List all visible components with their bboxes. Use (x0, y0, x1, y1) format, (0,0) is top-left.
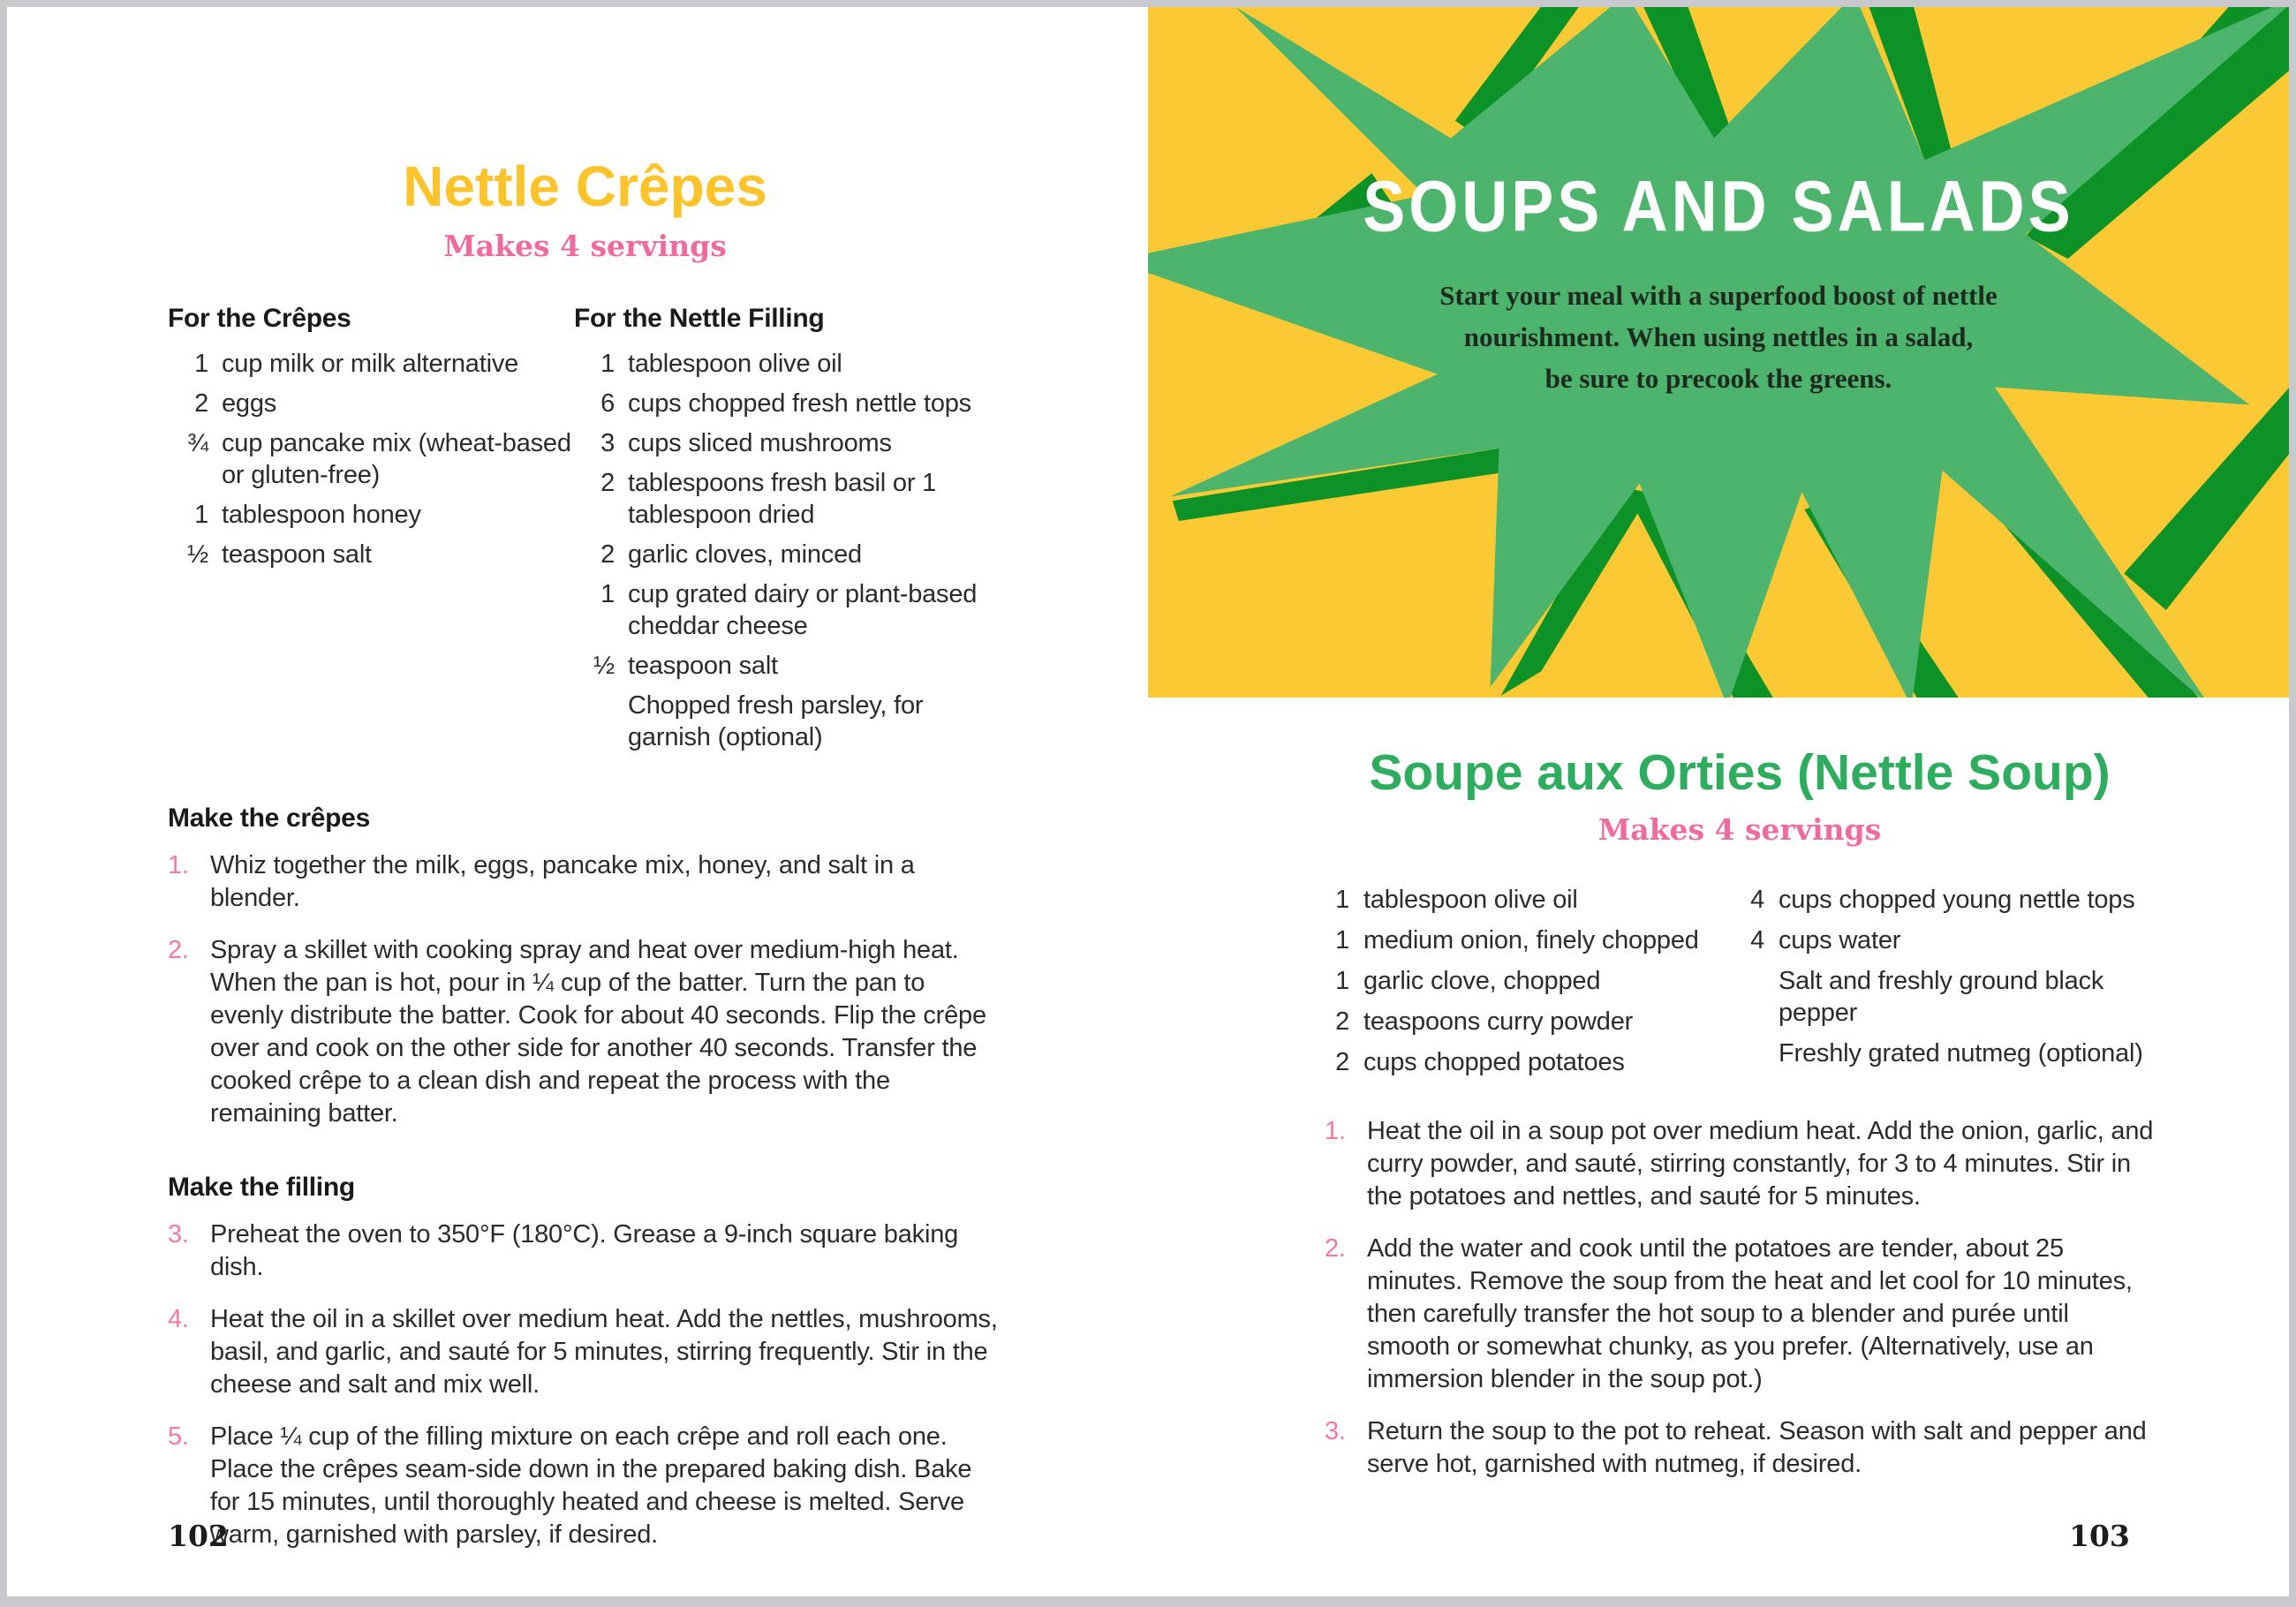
ingredient-item (1325, 884, 1740, 916)
ingredient-text: tablespoon olive oil (1363, 885, 1578, 914)
ingredient-text: teaspoon salt (222, 540, 372, 570)
section-make-filling (168, 1173, 1002, 1551)
ingredient-item (574, 539, 1002, 570)
ingredient-qty: 2 (600, 469, 615, 498)
ingredient-qty: ¾ (187, 429, 208, 458)
ingredient-item (1325, 1006, 1740, 1037)
page-number-left: 102 (168, 1519, 229, 1553)
ingredient-text: Freshly grated nutmeg (optional) (1779, 1038, 2143, 1068)
right-ingredient-columns (1325, 884, 2155, 1087)
ingredient-qty: 1 (194, 501, 208, 530)
ingredient-qty: 6 (600, 389, 615, 419)
ingredient-qty: 2 (600, 540, 615, 570)
ingredient-text: eggs (222, 389, 277, 419)
ingredient-item (1325, 924, 1740, 956)
ingredient-item (1325, 965, 1740, 997)
ingredient-qty: 4 (1750, 925, 1764, 954)
ingredient-group-heading: For the Crêpes (168, 304, 351, 334)
step-number: 5. (168, 1422, 189, 1452)
step-number: 4. (168, 1305, 189, 1334)
step-item (168, 1303, 1002, 1401)
ingredient-item (1740, 884, 2155, 916)
step-item (1325, 1233, 2155, 1396)
ingredient-qty: 1 (600, 580, 615, 609)
ingredient-item (1740, 965, 2155, 1029)
ingredient-text: garlic cloves, minced (628, 540, 862, 570)
right-steps (1325, 1115, 2155, 1481)
step-item (168, 934, 1002, 1130)
ingredient-item (574, 690, 1002, 753)
ingredient-group-heading: For the Nettle Filling (574, 304, 825, 334)
banner-intro (1148, 275, 2289, 399)
ingredient-qty (574, 690, 615, 753)
ingredient-text: cup pancake mix (wheat-based or gluten-free) (222, 429, 571, 490)
ingredient-qty: 2 (194, 389, 208, 419)
banner-intro-line: be sure to precook the greens. (1545, 363, 1892, 394)
ingredient-item (1740, 924, 2155, 956)
ingredient-text: cups chopped fresh nettle tops (628, 389, 971, 419)
ingredient-text: cups water (1779, 925, 1901, 954)
ingredient-qty: 4 (1750, 885, 1764, 914)
section-heading: Make the filling (168, 1173, 355, 1203)
banner-intro-line: nourishment. When using nettles in a salad, (1463, 321, 1974, 352)
step-item (1325, 1115, 2155, 1213)
ingredient-group-crepes (168, 304, 574, 761)
ingredient-qty: 3 (600, 429, 615, 458)
ingredient-text: cups sliced mushrooms (628, 429, 892, 458)
right-ingredients-col1 (1325, 884, 1740, 1087)
ingredient-qty: ½ (593, 652, 615, 681)
right-servings-note: Makes 4 servings (1597, 811, 1882, 847)
step-text: Whiz together the milk, eggs, pancake mix, honey, and salt in a blender. (210, 851, 915, 913)
ingredient-text: teaspoons curry powder (1363, 1007, 1634, 1036)
banner-text-block (1148, 166, 2289, 399)
ingredient-text: Salt and freshly ground black pepper (1779, 966, 2104, 1027)
step-number: 3. (1325, 1416, 1346, 1445)
ingredient-item (574, 467, 1002, 531)
ingredient-text: garlic clove, chopped (1363, 966, 1601, 995)
ingredient-qty (1740, 965, 1764, 1029)
ingredient-text: Chopped fresh parsley, for garnish (optional) (628, 691, 924, 752)
page-number-right: 103 (2069, 1519, 2130, 1553)
step-number: 3. (168, 1220, 189, 1249)
book-spread-sheet (7, 7, 2289, 1596)
step-text: Place ¼ cup of the filling mixture on each crêpe and roll each one. Place the crêpes seam-side down in the prepared baking dish. Bake for 15 minutes, until thoroughly heated and cheese is melted. Serve warm, garnished with parsley, if desired. (210, 1422, 972, 1550)
ingredient-text: tablespoon olive oil (628, 350, 842, 379)
ingredient-item (168, 388, 574, 419)
ingredient-item (168, 499, 574, 531)
ingredient-text: cups chopped potatoes (1363, 1047, 1625, 1076)
step-number: 2. (1325, 1234, 1346, 1263)
ingredient-qty (1740, 1037, 1764, 1069)
ingredient-item (168, 348, 574, 380)
ingredient-item (574, 348, 1002, 380)
soups-salads-banner (1148, 7, 2289, 698)
ingredient-qty: 1 (600, 350, 615, 379)
left-servings-note: Makes 4 servings (443, 229, 727, 264)
ingredient-text: tablespoons fresh basil or 1 tablespoon dried (628, 469, 937, 530)
ingredient-item (168, 539, 574, 570)
ingredient-item (574, 650, 1002, 682)
step-text: Heat the oil in a soup pot over medium heat. Add the onion, garlic, and curry powder, and sauté, stirring constantly, for 3 to 4 minutes. Stir in the potatoes and nettles, and sauté for 5 minutes. (1367, 1116, 2154, 1211)
step-text: Return the soup to the pot to reheat. Season with salt and pepper and serve hot, garnished with nutmeg, if desired. (1367, 1416, 2147, 1478)
ingredient-qty: ½ (187, 540, 208, 570)
left-ingredient-columns (168, 304, 1002, 761)
ingredient-text: cup milk or milk alternative (222, 350, 519, 379)
step-item (168, 1218, 1002, 1284)
ingredient-qty: 2 (1335, 1007, 1349, 1036)
step-text: Preheat the oven to 350°F (180°C). Grease a 9-inch square baking dish. (210, 1220, 959, 1282)
banner-intro-line: Start your meal with a superfood boost of nettle (1439, 280, 1998, 311)
section-heading: Make the crêpes (168, 804, 370, 834)
ingredient-item (1740, 1037, 2155, 1069)
right-recipe-title: Soupe aux Orties (Nettle Soup) (1369, 744, 2111, 801)
ingredient-group-filling (574, 304, 1002, 761)
ingredient-item (574, 388, 1002, 419)
step-text: Spray a skillet with cooking spray and heat over medium-high heat. When the pan is hot, pour in ¼ cup of the batter. Turn the pan to evenly distribute the batter. Cook for about 40 seconds. Flip the crêpe over and cook on the other side for another 40 seconds. Transfer the cooked crêpe to a clean dish and repeat the process with the remaining batter. (210, 936, 986, 1128)
ingredient-text: tablespoon honey (222, 501, 421, 530)
ingredient-text: medium onion, finely chopped (1363, 925, 1699, 954)
right-page (1325, 744, 2155, 1500)
ingredient-text: cup grated dairy or plant-based cheddar cheese (628, 580, 978, 641)
ingredient-text: cups chopped young nettle tops (1779, 885, 2135, 914)
ingredient-text: teaspoon salt (628, 652, 778, 681)
ingredient-qty: 1 (1335, 885, 1349, 914)
ingredient-item (574, 578, 1002, 642)
step-number: 1. (168, 851, 189, 880)
ingredient-qty: 1 (1335, 925, 1349, 954)
ingredient-item (574, 427, 1002, 459)
ingredient-item (1325, 1046, 1740, 1078)
section-make-crepes (168, 804, 1002, 1130)
step-item (168, 849, 1002, 915)
step-number: 2. (168, 936, 189, 965)
ingredient-item (168, 427, 574, 491)
step-item (1325, 1415, 2155, 1481)
step-text: Heat the oil in a skillet over medium heat. Add the nettles, mushrooms, basil, and garlic, and sauté for 5 minutes, stirring frequently. Stir in the cheese and salt and mix well. (210, 1305, 998, 1400)
right-ingredients-col2 (1740, 884, 2155, 1087)
left-recipe-title: Nettle Crêpes (403, 155, 767, 218)
banner-title: SOUPS AND SALADS (1363, 166, 2074, 247)
step-item (168, 1421, 1002, 1551)
ingredient-qty: 1 (194, 350, 208, 379)
step-number: 1. (1325, 1116, 1346, 1145)
left-page (168, 157, 1002, 1571)
ingredient-qty: 2 (1335, 1047, 1349, 1076)
ingredient-qty: 1 (1335, 966, 1349, 995)
step-text: Add the water and cook until the potatoes are tender, about 25 minutes. Remove the soup from the heat and let cool for 10 minutes, then carefully transfer the hot soup to a blender and purée until smooth or somewhat chunky, as you prefer. (Alternatively, use an immersion blender in the soup pot.) (1367, 1234, 2133, 1393)
